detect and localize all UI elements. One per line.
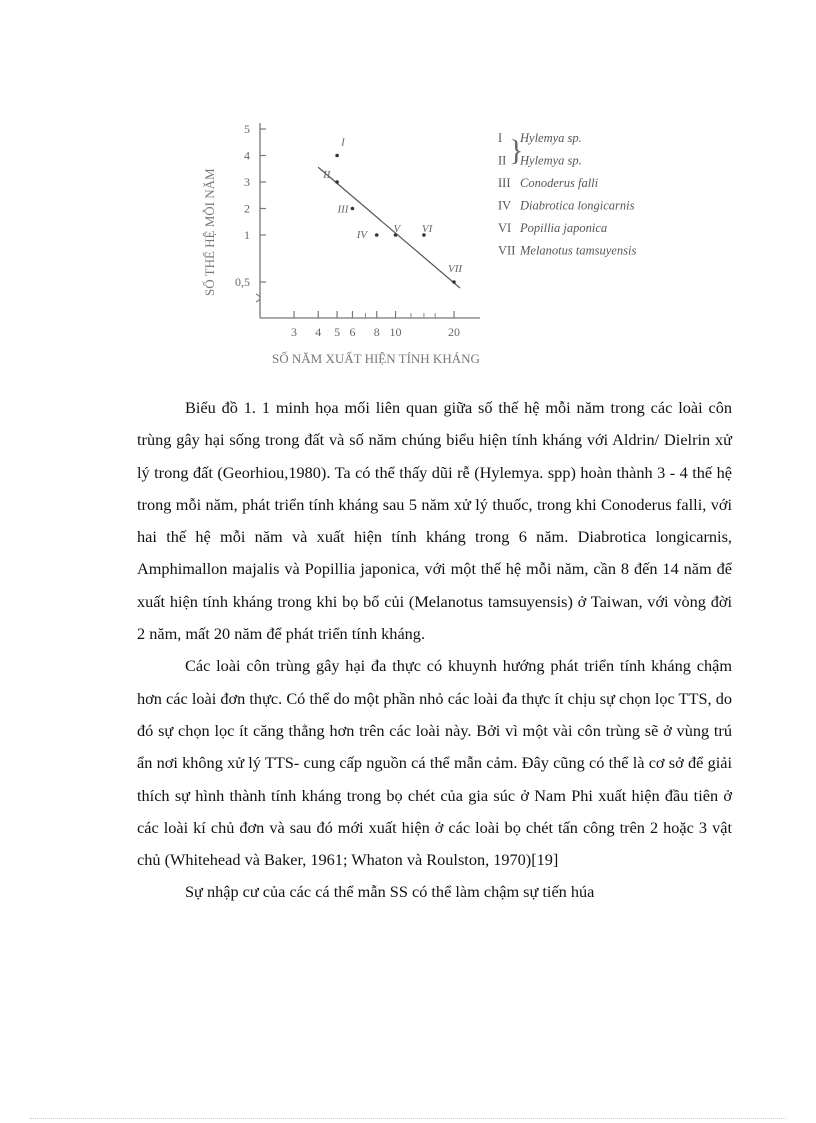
x-tick-label: 4 [315, 325, 322, 339]
data-point-label: III [337, 203, 349, 216]
chart-svg [180, 108, 680, 378]
legend-brace: } [509, 134, 524, 167]
legend-species-name: Diabrotica longicarnis [520, 198, 635, 213]
x-tick-label: 3 [291, 325, 297, 339]
data-point-vii [452, 280, 456, 284]
data-point-label: VI [421, 223, 433, 235]
x-tick-label: 10 [389, 325, 402, 339]
x-tick-label: 6 [349, 325, 356, 339]
x-axis-title: SỐ NĂM XUẤT HIỆN TÍNH KHÁNG [272, 351, 480, 366]
data-point-iv [375, 233, 379, 237]
y-tick-label: 2 [244, 201, 250, 216]
data-point-label: VII [448, 263, 463, 275]
legend-species-name: Popillia japonica [520, 221, 608, 235]
legend-species-name: Hylemya sp. [520, 131, 582, 145]
trend-line [318, 167, 460, 288]
legend-numeral: II [498, 153, 507, 168]
y-tick-label: 0,5 [235, 275, 250, 289]
body-text [137, 392, 732, 909]
data-point-ii [335, 180, 339, 184]
data-point-label: I [341, 136, 345, 149]
data-point-label: II [323, 169, 331, 181]
page-bottom-rule [30, 1118, 786, 1119]
y-axis-title: SỐ THẾ HỆ MỖI NĂM [202, 168, 217, 296]
x-tick-label: 8 [373, 325, 380, 339]
data-point-label: IV [356, 229, 368, 241]
data-points [322, 137, 463, 284]
y-tick-label: 4 [244, 148, 250, 163]
y-axis-ticks [235, 122, 266, 289]
paragraph-polyphagous: Các loài côn trùng gây hại đa thực có khuynh hướng phát triển tính kháng chậm hơn các loài đơn thực. Có thể do một phần nhỏ các loài đa thực ít chịu sự chọn lọc TTS, do đó sự chọn lọc ít căng thẳng hơn trên các loài này. Bởi vì một vài côn trùng sẽ ở vùng trú ẩn nơi không xử lý TTS- cung cấp nguồn cá thể mẫn cảm. Đây cũng có thể là cơ sở để giải thích sự hình thành tính kháng trong bọ chét của gia súc ở Nam Phi xuất hiện đầu tiên ở các loài kí chủ đơn và sau đó mới xuất hiện ở các loài bọ chét tấn công trên 2 hoặc 3 vật chủ (Whitehead và Baker, 1961; Whaton và Roulston, 1970)[19] [137, 656, 732, 870]
data-point-iii [351, 207, 355, 211]
legend-numeral: VI [498, 221, 512, 235]
legend-species-name: Hylemya sp. [520, 153, 582, 168]
legend-species-name: Melanotus tamsuyensis [520, 243, 637, 258]
data-point-i [335, 154, 339, 158]
y-tick-label: 1 [244, 228, 250, 242]
legend-numeral: I [498, 131, 503, 145]
chart-legend [498, 131, 636, 258]
data-point-label: V [393, 223, 401, 235]
y-tick-label: 3 [244, 175, 250, 189]
x-axis-ticks [291, 311, 460, 339]
y-tick-label: 5 [244, 122, 250, 136]
paragraph-chart-description: Biểu đồ 1. 1 minh họa mối liên quan giữa số thế hệ mỗi năm trong các loài côn trùng gây hại sống trong đất và số năm chúng biểu hiện tính kháng với Aldrin/ Dielrin xử lý trong đất (Georhiou,1980). Ta có thể thấy dũi rễ (Hylemya. spp) hoàn thành 3 - 4 thế hệ trong mỗi năm, phát triển tính kháng sau 5 năm xử lý thuốc, trong khi Conoderus falli, với hai thế hệ mỗi năm và xuất hiện tính kháng trong 6 năm. Diabrotica longicarnis, Amphimallon majalis và Popillia japonica, với một thế hệ mỗi năm, cần 8 đến 14 năm để xuất hiện tính kháng trong khi bọ bổ củi (Melanotus tamsuyensis) ở Taiwan, với vòng đời 2 năm, mất 20 năm để phát triển tính kháng. [137, 398, 732, 644]
resistance-chart [180, 108, 680, 378]
legend-numeral: VII [498, 243, 516, 258]
paragraph-immigration: Sự nhập cư của các cá thể mẫn SS có thể làm chậm sự tiến húa [185, 882, 595, 902]
legend-numeral: III [498, 176, 511, 190]
legend-species-name: Conoderus falli [520, 176, 599, 190]
x-tick-label: 5 [334, 325, 341, 339]
x-tick-label: 20 [448, 325, 460, 339]
legend-numeral: IV [498, 198, 512, 213]
